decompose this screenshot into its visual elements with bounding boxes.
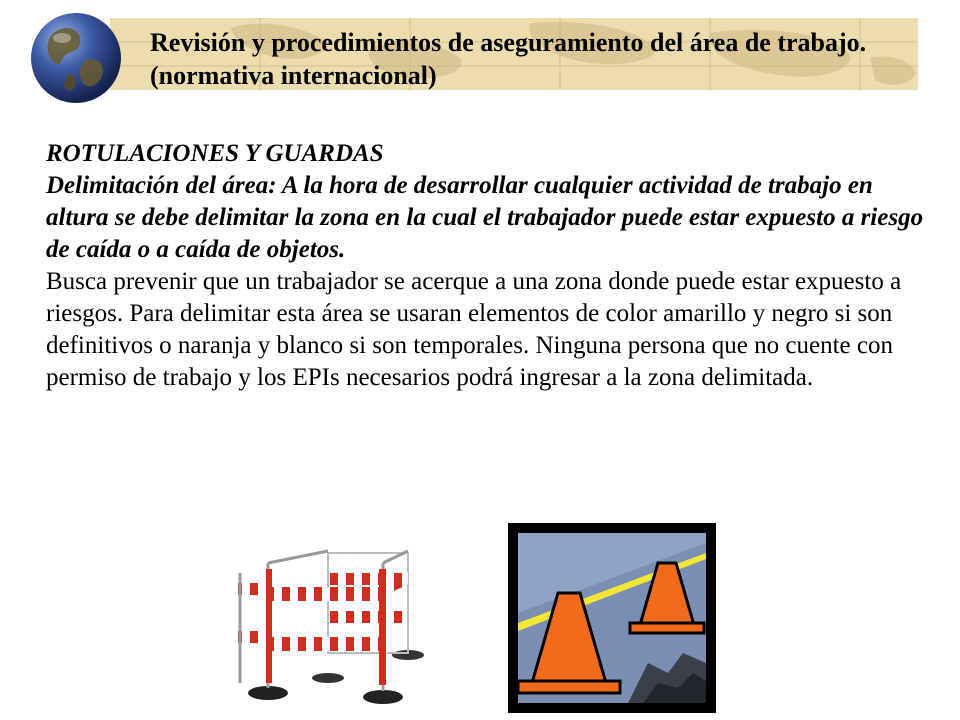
slide-content	[46, 138, 926, 394]
section-heading: ROTULACIONES Y GUARDAS	[46, 140, 384, 167]
intro-paragraph: Delimitación del área: A la hora de desarrollar cualquier actividad de trabajo en altura se debe delimitar la zona en la cual el trabajador puede estar expuesto a riesgo de caída o a caída de objetos.	[46, 172, 924, 263]
slide-title: Revisión y procedimientos de aseguramiento del área de trabajo. (normativa internacional)	[150, 28, 867, 90]
traffic-cones-image	[508, 523, 716, 713]
globe-icon	[28, 10, 124, 106]
safety-barrier-image	[218, 533, 438, 709]
body-paragraph: Busca prevenir que un trabajador se acerque a una zona donde puede estar expuesto a riesgos. Para delimitar esta área se usaran elementos de color amarillo y negro si son definitivos o naranja y blanco si son temporales. Ninguna persona que no cuente con permiso de trabajo y los EPIs necesarios podrá ingresar a la zona delimitada.	[46, 268, 902, 391]
